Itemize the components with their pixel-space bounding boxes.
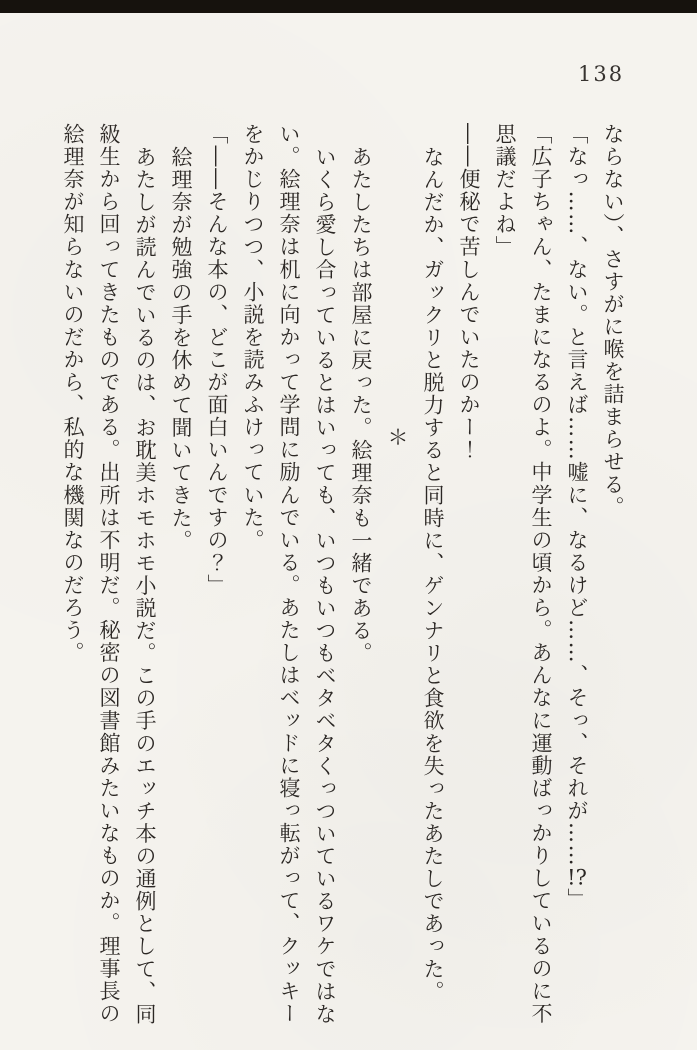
text-line: い。絵理奈は机に向かって学問に励んでいる。あたしはベッドに寝っ転がって、クッキー: [277, 123, 301, 1025]
exclamation-question-tcy: !?: [567, 867, 587, 889]
scan-edge-bar: [0, 0, 697, 13]
vertical-text-block: [55, 123, 631, 1033]
text-line: あたしたちは部屋に戻った。絵理奈も一緒である。: [349, 146, 373, 665]
text-line: あたしが読んでいるのは、お耽美ホモホモ小説だ。この手のエッチ本の通例として、同: [133, 146, 157, 1026]
section-separator: ＊: [385, 426, 409, 449]
text-line: いくら愛し合っているとはいっても、いつもいつもベタベタくっついているワケではな: [313, 146, 337, 1026]
text-line: 「広子ちゃん、たまになるのよ。中学生の頃から。あんなに運動ばっかりしているのに不: [529, 123, 553, 1025]
text-line: 「――そんな本の、どこが面白いんですの？」: [205, 123, 229, 597]
text-line: 絵理奈が知らないのだから、私的な機関なのだろう。: [61, 123, 85, 665]
page-number: 138: [578, 62, 625, 86]
text-line: をかじりつつ、小説を読みふけっていた。: [241, 123, 265, 552]
text-line: 思議だよね」: [493, 123, 517, 259]
text-line: なんだか、ガックリと脱力すると同時に、ゲンナリと食欲を失ったあたしであった。: [421, 146, 445, 1003]
text-line: ――便秘で苦しんでいたのかー！: [457, 123, 481, 462]
text-line: 絵理奈が勉強の手を休めて聞いてきた。: [169, 146, 193, 552]
text-line: 級生から回ってきたものである。出所は不明だ。秘密の図書館みたいなものか。理事長の: [97, 123, 121, 1025]
text-line: ならない）、さすがに喉を詰まらせる。: [601, 123, 625, 519]
text-line: 「なっ……、ない。と言えば……嘘に、なるけど……、そっ、それが……!?」: [565, 123, 589, 911]
